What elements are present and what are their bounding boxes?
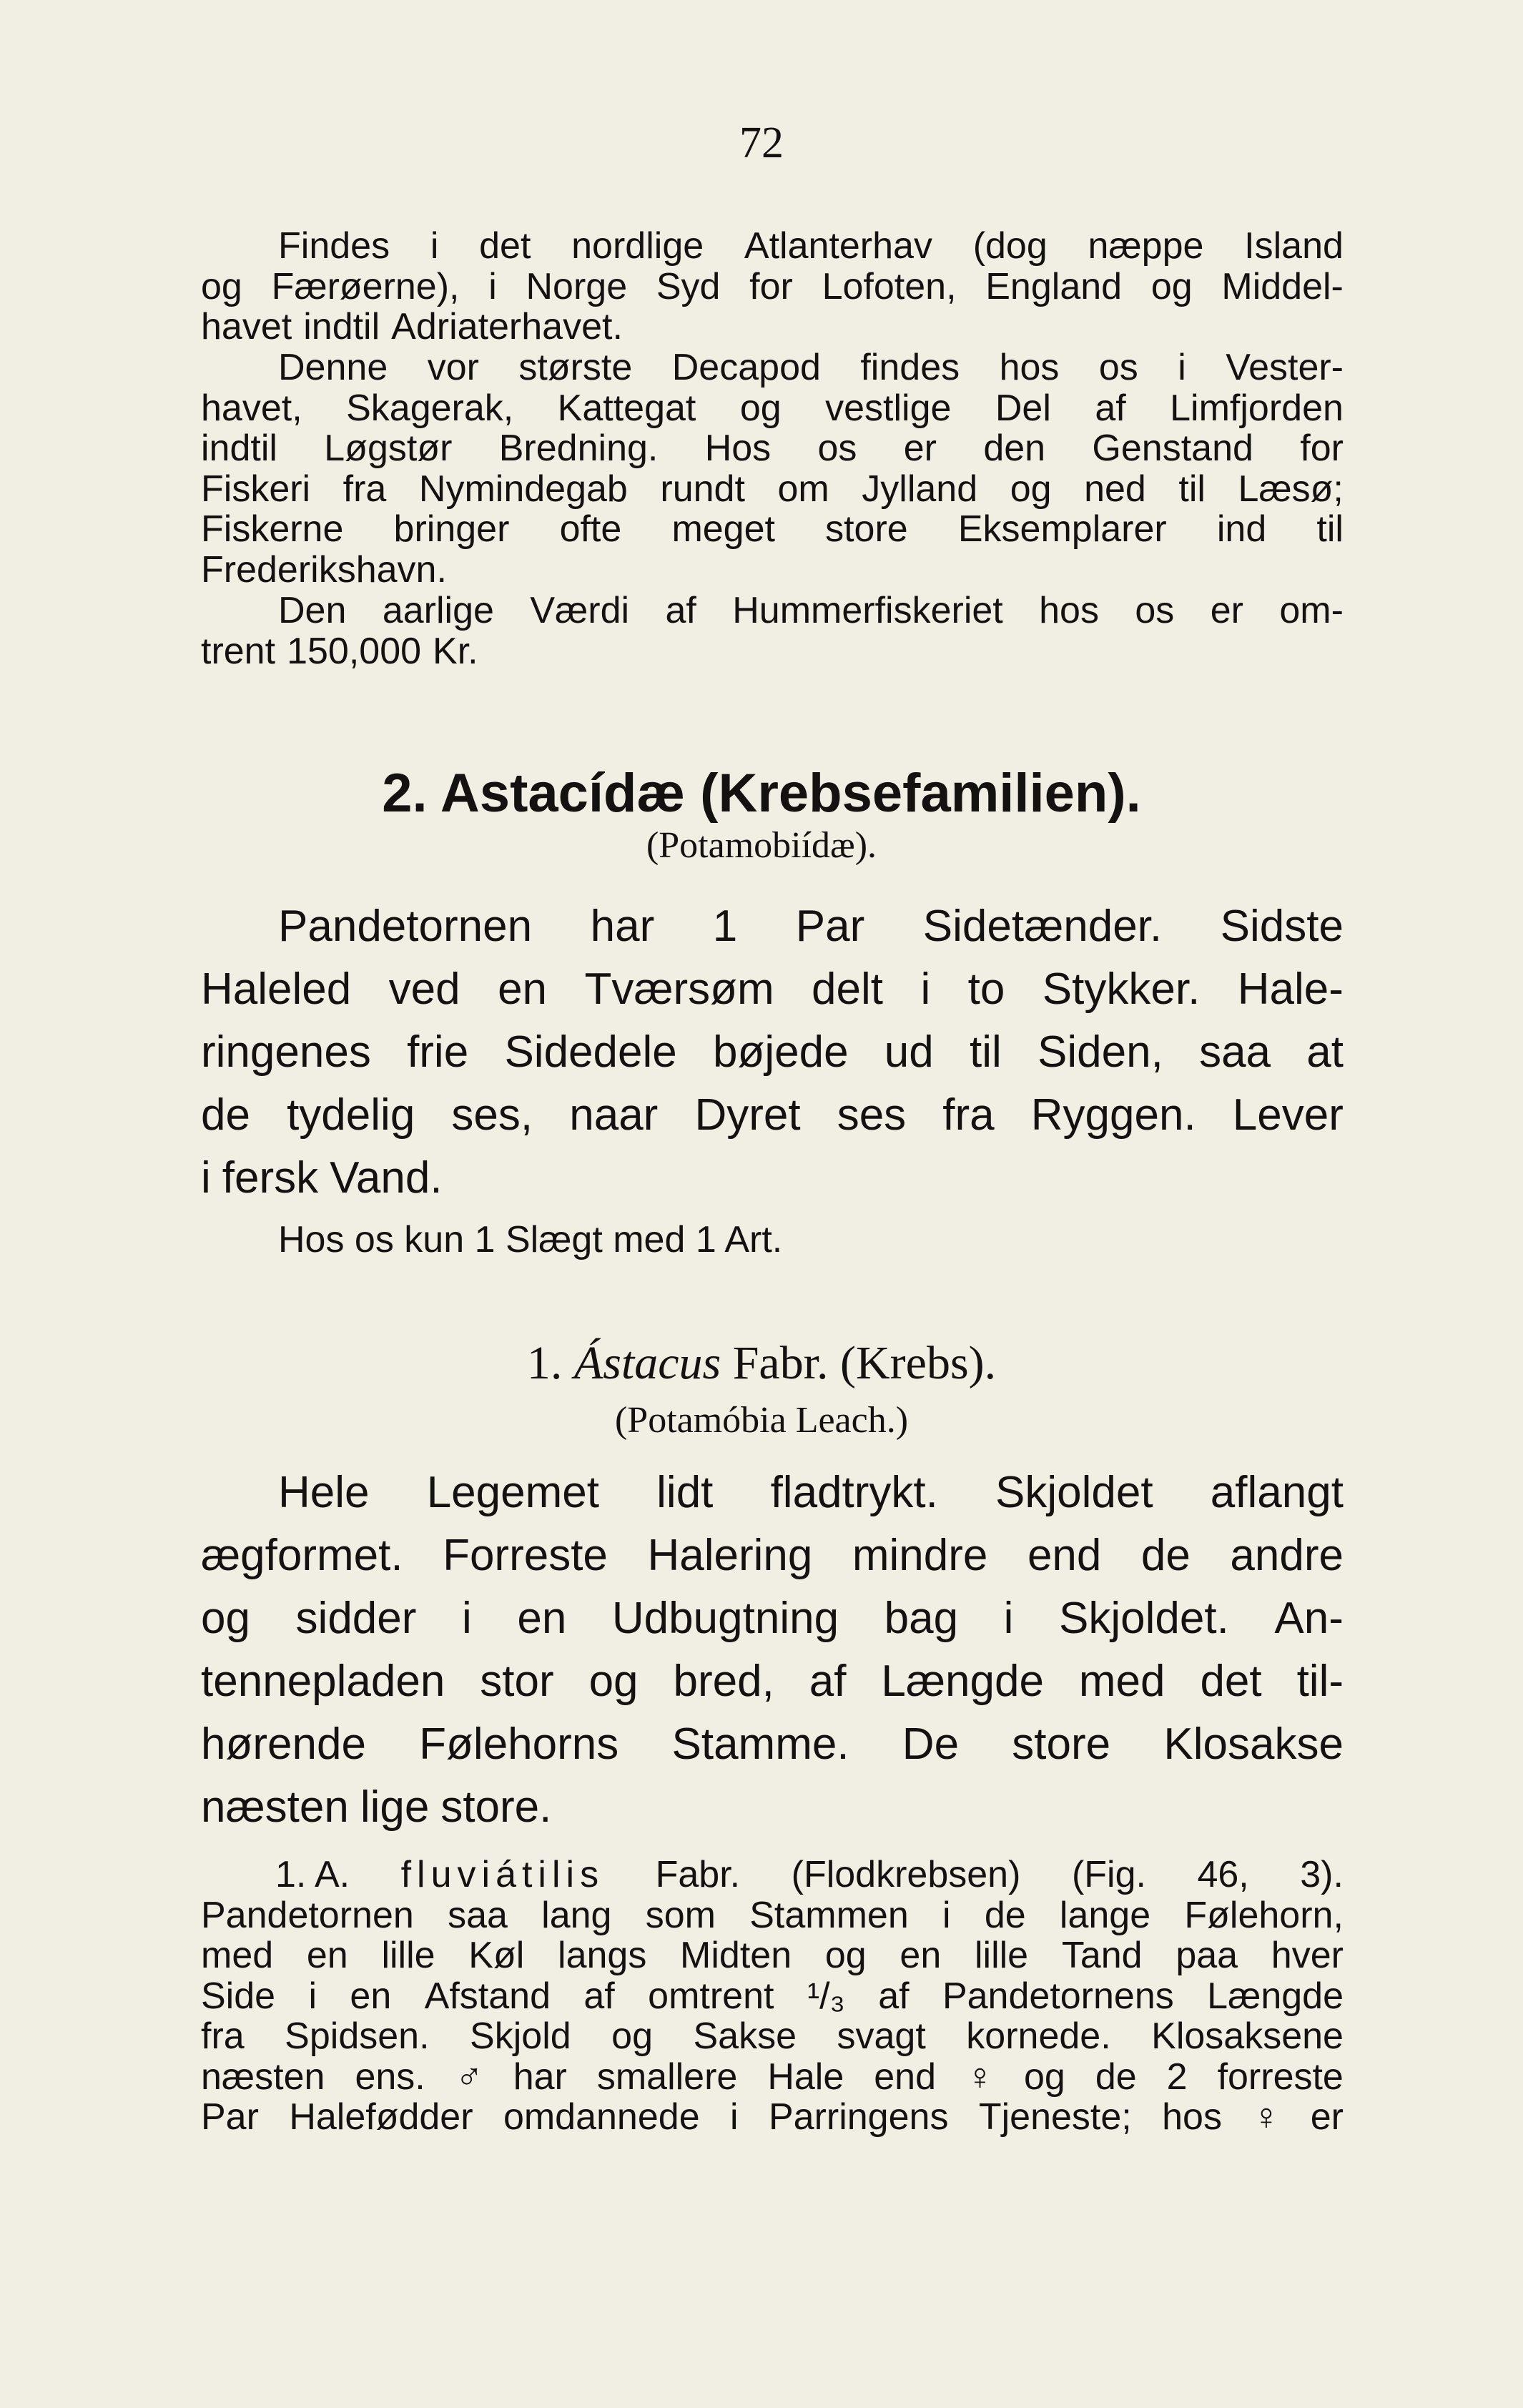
text-line: havet, Skagerak, Kattegat og vestlige Del af Limfjorden (201, 387, 1344, 429)
text-line: Pandetornen har 1 Par Sidetænder. Sidste (278, 902, 1344, 951)
text-line: Fiskerne bringer ofte meget store Eksemplarer ind til (201, 508, 1344, 550)
text-line: Par Halefødder omdannede i Parringens Tjeneste; hos ♀ er (201, 2096, 1344, 2138)
text-line: og sidder i en Udbugtning bag i Skjoldet. An- (201, 1594, 1344, 1643)
female-symbol-icon: ♀ (1252, 2096, 1281, 2138)
family-synonym: (Potamobiídæ). (646, 825, 877, 866)
text-line: indtil Løgstør Bredning. Hos os er den Genstand for (201, 428, 1344, 469)
text-line: i fersk Vand. (201, 1153, 443, 1203)
family-note: Hos os kun 1 Slægt med 1 Art. (278, 1219, 783, 1260)
text-line: ægformet. Forreste Halering mindre end de andre (201, 1531, 1344, 1580)
intro-paragraph-1 (201, 226, 1344, 347)
text-line: Side i en Afstand af omtrent ¹/₃ af Pandetornens Længde (201, 1975, 1344, 2017)
family-description (201, 895, 1344, 1210)
text-line: Hele Legemet lidt fladtrykt. Skjoldet aflangt (278, 1468, 1344, 1517)
intro-paragraph-2 (201, 347, 1344, 590)
text-line: næsten ens. ♂ har smallere Hale end ♀ og de 2 forreste (201, 2056, 1344, 2098)
text-line: Haleled ved en Tværsøm delt i to Stykker. Hale- (201, 964, 1344, 1014)
genus-number: 1. (526, 1337, 563, 1389)
genus-name: Ástacus (573, 1337, 721, 1389)
text-line: Frederikshavn. (201, 548, 447, 591)
genus-description (201, 1461, 1344, 1839)
text-line: havet indtil Adriaterhavet. (201, 306, 623, 347)
genus-synonym: (Potamóbia Leach.) (614, 1400, 909, 1441)
genus-heading (0, 1331, 1523, 1396)
text-line: hørende Følehorns Stamme. De store Klosakse (201, 1719, 1344, 1769)
text-line: Pandetornen saa lang som Stammen i de lange Følehorn, (201, 1894, 1344, 1936)
text-line: Denne vor største Decapod findes hos os i Vester- (278, 347, 1344, 388)
genus-author: Fabr. (Krebs). (732, 1337, 997, 1389)
page-number: 72 (739, 119, 784, 167)
male-symbol-icon: ♂ (455, 2056, 483, 2098)
text-line: fra Spidsen. Skjold og Sakse svagt kornede. Klosaksene (201, 2015, 1344, 2057)
intro-paragraph-3 (201, 591, 1344, 671)
text-line: ringenes frie Sidedele bøjede ud til Siden, saa at (201, 1027, 1344, 1077)
species-heading: 1. A. fluviátilis Fabr. (Flodkrebsen) (Fig. 46, 3). (275, 1854, 1344, 1895)
text-line: næsten lige store. (201, 1782, 552, 1832)
species-name: fluviátilis (400, 1854, 605, 1895)
text-line: og Færøerne), i Norge Syd for Lofoten, England og Middel- (201, 265, 1344, 307)
family-heading: 2. Astacídæ (Krebsefamilien). (382, 763, 1141, 824)
text-line: Findes i det nordlige Atlanterhav (dog næppe Island (278, 225, 1344, 267)
text-line: tennepladen stor og bred, af Længde med det til- (201, 1657, 1344, 1706)
text-line: Fiskeri fra Nymindegab rundt om Jylland og ned til Læsø; (201, 468, 1344, 510)
text-line: trent 150,000 Kr. (201, 630, 478, 672)
species-number: 1. A. (275, 1854, 350, 1895)
species-block (201, 1855, 1344, 2138)
text-line: de tydelig ses, naar Dyret ses fra Ryggen. Lever (201, 1090, 1344, 1140)
text-line: Den aarlige Værdi af Hummerfiskeriet hos os er om- (278, 590, 1344, 631)
female-symbol-icon: ♀ (966, 2056, 995, 2098)
text-line: med en lille Køl langs Midten og en lille Tand paa hver (201, 1935, 1344, 1976)
